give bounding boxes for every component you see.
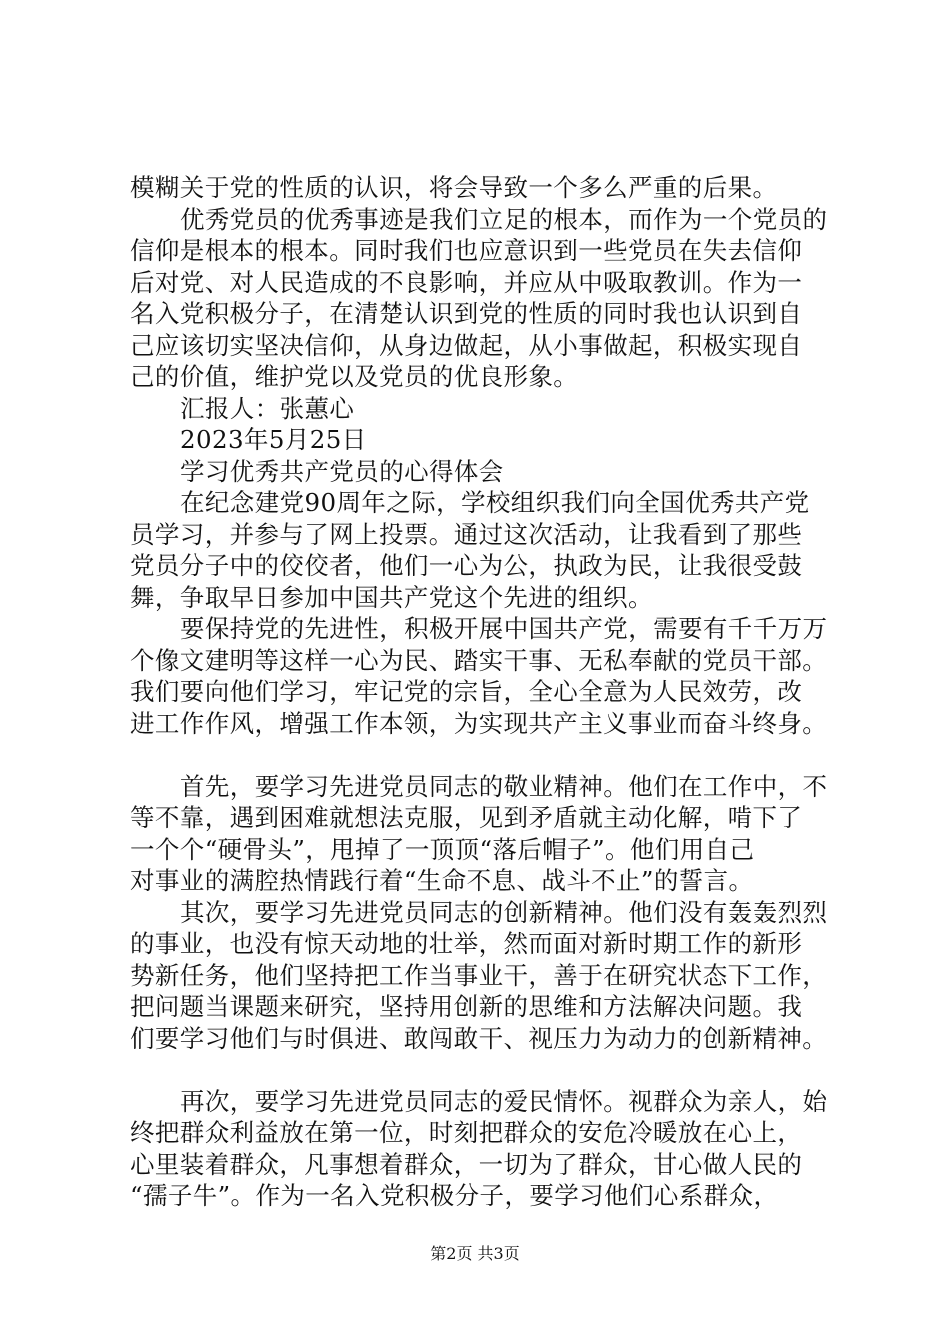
document-body [130, 172, 850, 1212]
text-line: 进工作作风，增强工作本领，为实现共产主义事业而奋斗终身。 [130, 708, 828, 738]
paragraph [130, 204, 850, 393]
paragraph-gap [130, 739, 850, 771]
text-line: 一个个“硬骨头”，甩掉了一顶顶“落后帽子”。他们用自己 [130, 834, 755, 864]
paragraph-gap [130, 1054, 850, 1086]
text-line: 再次，要学习先进党员同志的爱民情怀。视群众为亲人，始 [180, 1086, 828, 1116]
text-line: 其次，要学习先进党员同志的创新精神。他们没有轰轰烈烈 [180, 897, 828, 927]
paragraph [130, 393, 850, 425]
page-footer [0, 1244, 950, 1264]
text-line: 舞，争取早日参加中国共产党这个先进的组织。 [130, 582, 653, 612]
text-line: 们要学习他们与时俱进、敢闯敢干、视压力为动力的创新精神。 [130, 1023, 828, 1053]
text-line: 己应该切实坚决信仰，从身边做起，从小事做起，积极实现自 [130, 330, 803, 360]
text-line: 员学习，并参与了网上投票。通过这次活动，让我看到了那些 [130, 519, 803, 549]
paragraph [130, 1086, 850, 1212]
text-line: 学习优秀共产党员的心得体会 [180, 456, 504, 486]
text-line: “孺子牛”。作为一名入党积极分子，要学习他们心系群众， [130, 1181, 779, 1210]
paragraph [130, 771, 850, 897]
paragraph [130, 172, 850, 204]
paragraph [130, 424, 850, 456]
text-line: 把问题当课题来研究，坚持用创新的思维和方法解决问题。我 [130, 992, 803, 1021]
text-line: 首先，要学习先进党员同志的敬业精神。他们在工作中，不 [180, 771, 828, 801]
text-line: 等不靠，遇到困难就想法克服，见到矛盾就主动化解，啃下了 [130, 803, 803, 832]
text-line: 汇报人：张蕙心 [180, 393, 355, 423]
text-line: 对事业的满腔热情践行着“生命不息、战斗不止”的誓言。 [130, 866, 754, 895]
text-line: 优秀党员的优秀事迹是我们立足的根本，而作为一个党员的 [180, 204, 828, 234]
page-number: 第2页 共3页 [430, 1244, 520, 1263]
text-line: 的事业，也没有惊天动地的壮举，然而面对新时期工作的新形 [130, 929, 803, 958]
text-line: 在纪念建党90周年之际，学校组织我们向全国优秀共产党 [180, 488, 810, 517]
paragraph [130, 487, 850, 613]
text-line: 要保持党的先进性，积极开展中国共产党，需要有千千万万 [180, 614, 828, 643]
text-line: 势新任务，他们坚持把工作当事业干，善于在研究状态下工作， [130, 960, 828, 990]
paragraph [130, 897, 850, 1055]
text-line: 后对党、对人民造成的不良影响，并应从中吸取教训。作为一 [130, 267, 803, 297]
text-line: 2023年5月25日 [180, 425, 367, 454]
text-line: 心里装着群众，凡事想着群众，一切为了群众，甘心做人民的 [130, 1149, 803, 1179]
text-line: 信仰是根本的根本。同时我们也应意识到一些党员在失去信仰 [130, 236, 803, 265]
text-line: 名入党积极分子，在清楚认识到党的性质的同时我也认识到自 [130, 299, 803, 328]
text-line: 模糊关于党的性质的认识，将会导致一个多么严重的后果。 [130, 173, 778, 202]
paragraph [130, 456, 850, 488]
text-line: 个像文建明等这样一心为民、踏实干事、无私奉献的党员干部。 [130, 645, 828, 675]
text-line: 终把群众利益放在第一位，时刻把群众的安危冷暖放在心上， [130, 1118, 803, 1147]
text-line: 党员分子中的佼佼者，他们一心为公，执政为民，让我很受鼓 [130, 551, 803, 580]
paragraph [130, 613, 850, 739]
text-line: 己的价值，维护党以及党员的优良形象。 [130, 362, 579, 391]
text-line: 我们要向他们学习，牢记党的宗旨，全心全意为人民效劳，改 [130, 677, 803, 706]
